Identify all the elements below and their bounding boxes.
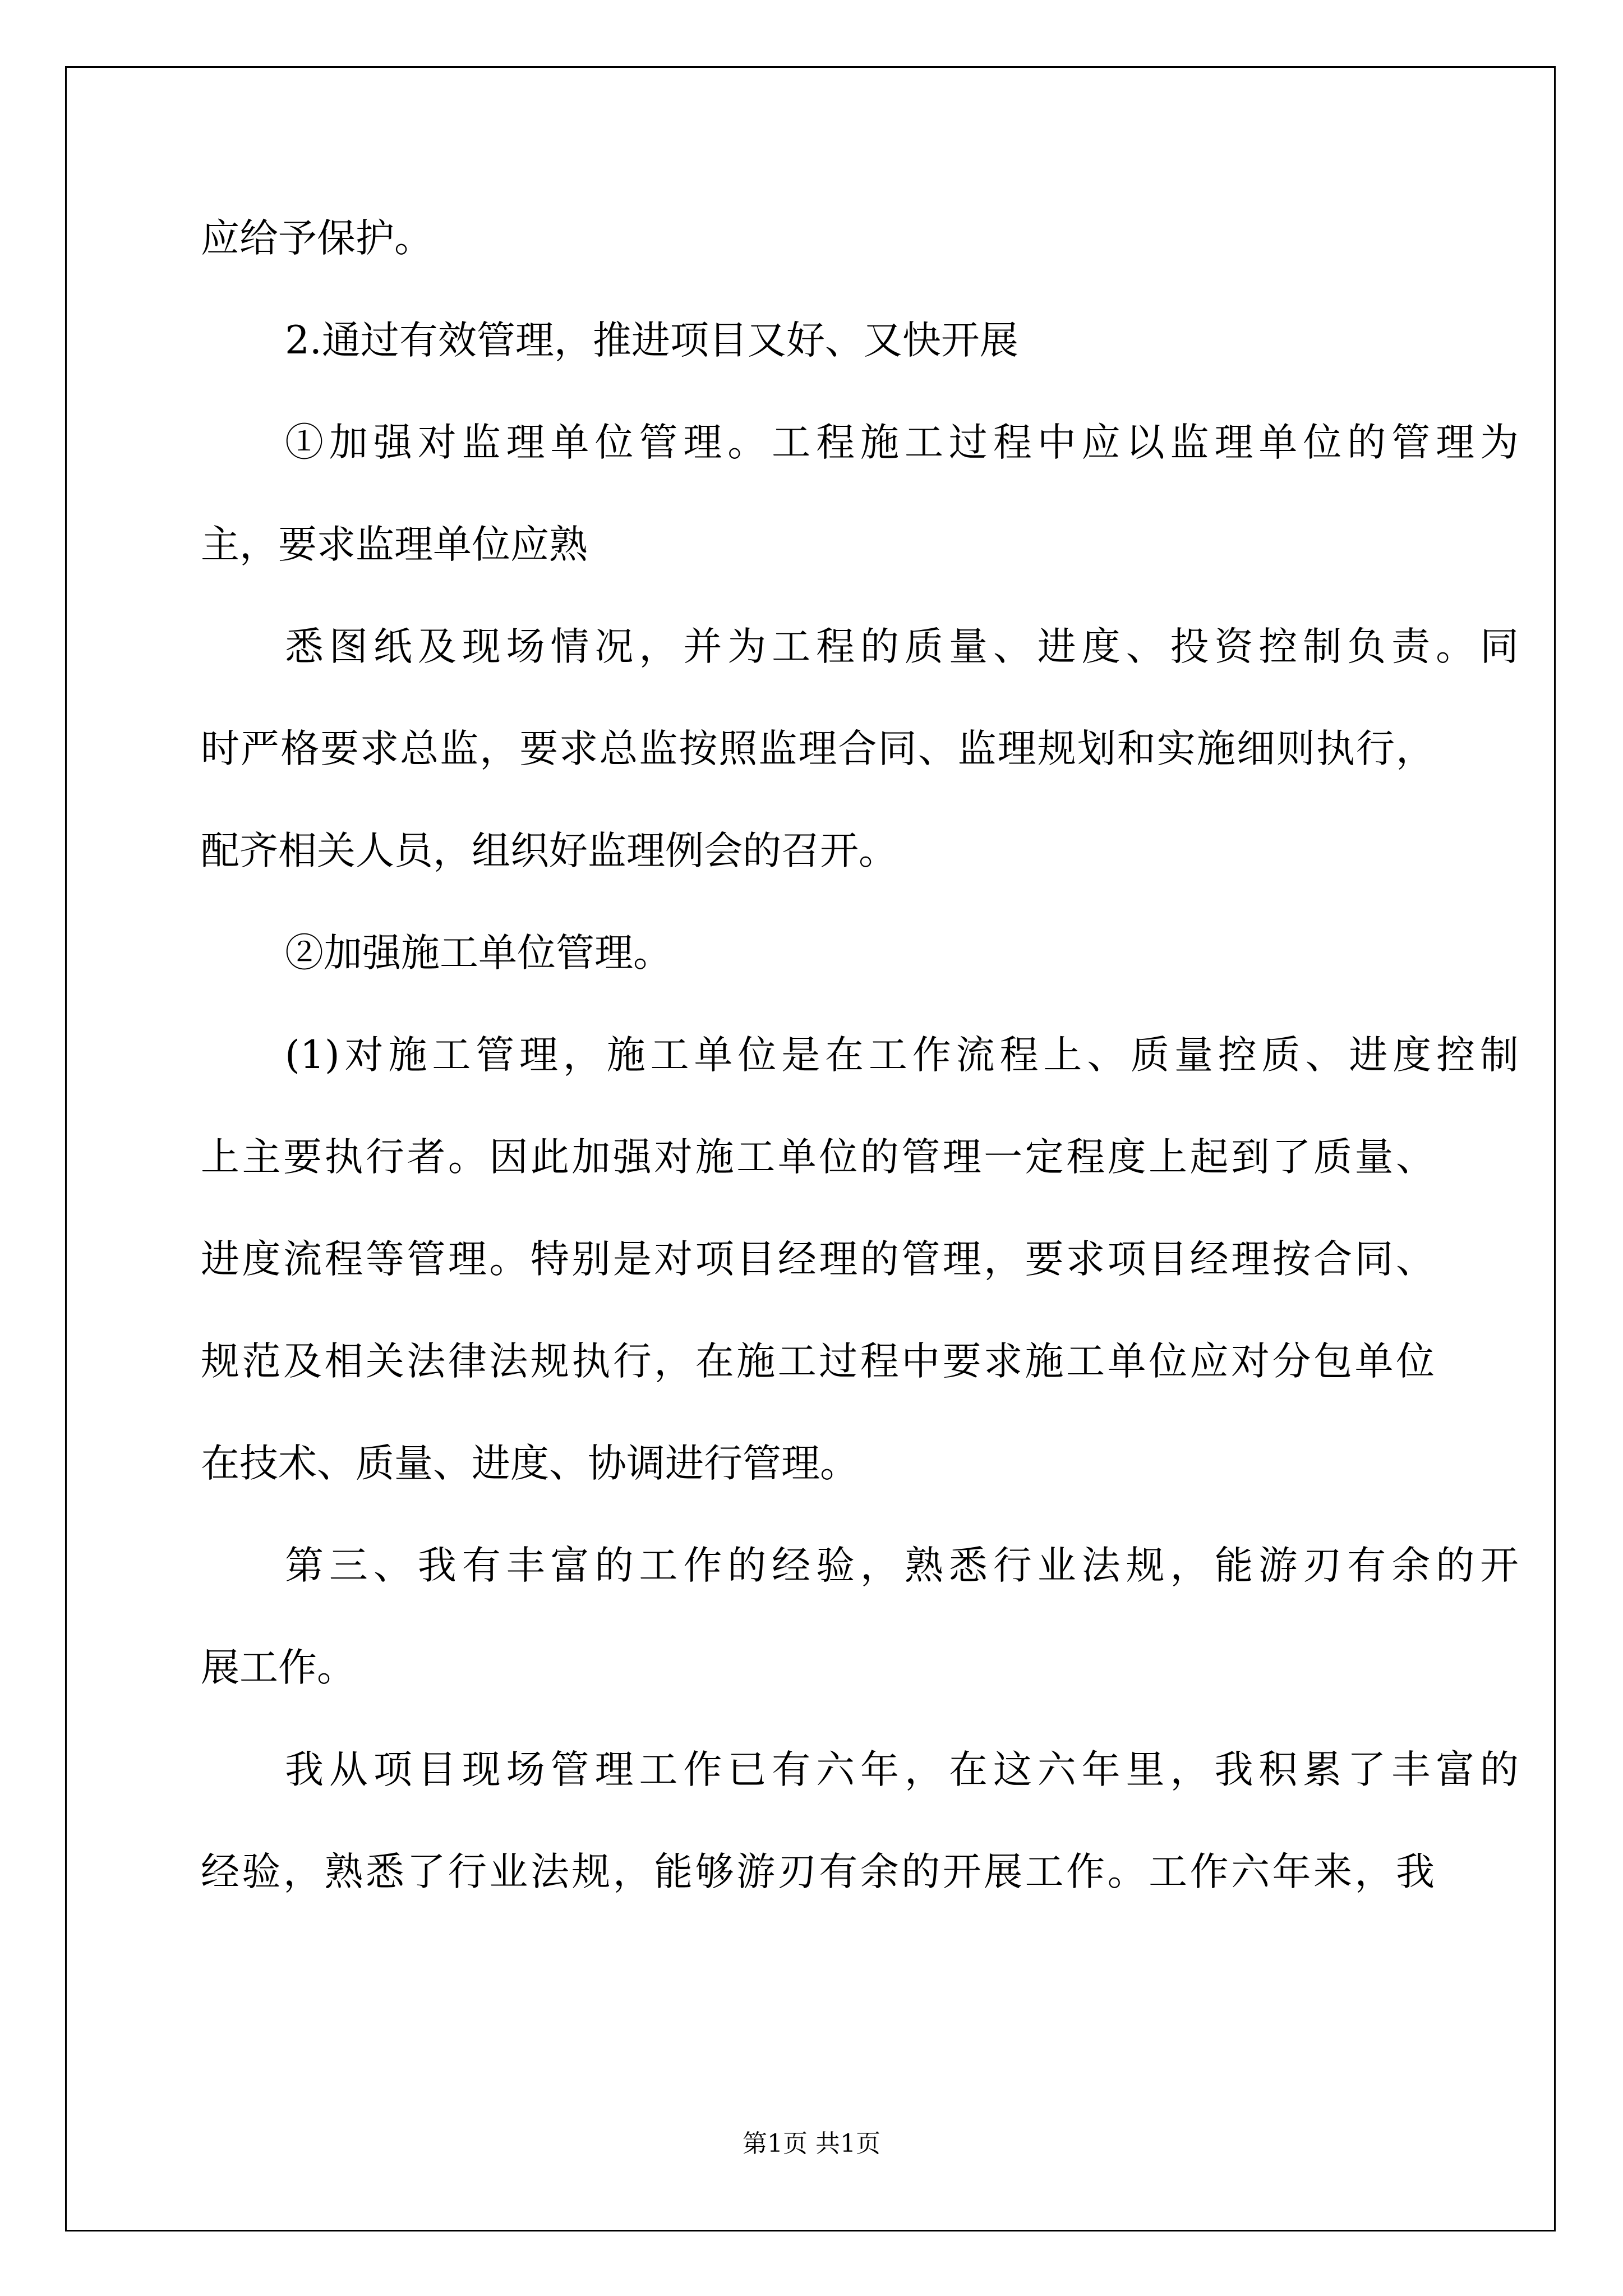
text-line: (1)对施工管理，施工单位是在工作流程上、质量控质、进度控制	[285, 1033, 1519, 1078]
text-line: 配齐相关人员，组织好监理例会的召开。	[201, 829, 897, 873]
section-heading: 2.通过有效管理，推进项目又好、又快开展	[285, 318, 1018, 363]
text-line: 规范及相关法律法规执行，在施工过程中要求施工单位应对分包单位	[201, 1339, 1435, 1384]
text-line: 进度流程等管理。特别是对项目经理的管理，要求项目经理按合同、	[201, 1237, 1435, 1282]
page-footer: 第1页 共1页	[743, 2129, 880, 2158]
text-line: 我从项目现场管理工作已有六年，在这六年里，我积累了丰富的	[285, 1747, 1519, 1792]
text-line: 在技术、质量、进度、协调进行管理。	[201, 1441, 859, 1486]
text-line: 经验，熟悉了行业法规，能够游刃有余的开展工作。工作六年来，我	[201, 1849, 1435, 1894]
text-line: ①加强对监理单位管理。工程施工过程中应以监理单位的管理为	[285, 420, 1519, 465]
text-line: 第三、我有丰富的工作的经验，熟悉行业法规，能游刃有余的开	[285, 1543, 1519, 1588]
text-line: 时严格要求总监，要求总监按照监理合同、监理规划和实施细则执行，	[201, 726, 1435, 771]
text-line: 上主要执行者。因此加强对施工单位的管理一定程度上起到了质量、	[201, 1135, 1435, 1180]
text-line: 主，要求监理单位应熟	[201, 522, 588, 567]
text-line: 应给予保护。	[201, 216, 433, 261]
text-line: 悉图纸及现场情况，并为工程的质量、进度、投资控制负责。同	[285, 624, 1519, 669]
text-line: 展工作。	[201, 1645, 356, 1690]
text-line: ②加强施工单位管理。	[285, 931, 672, 976]
